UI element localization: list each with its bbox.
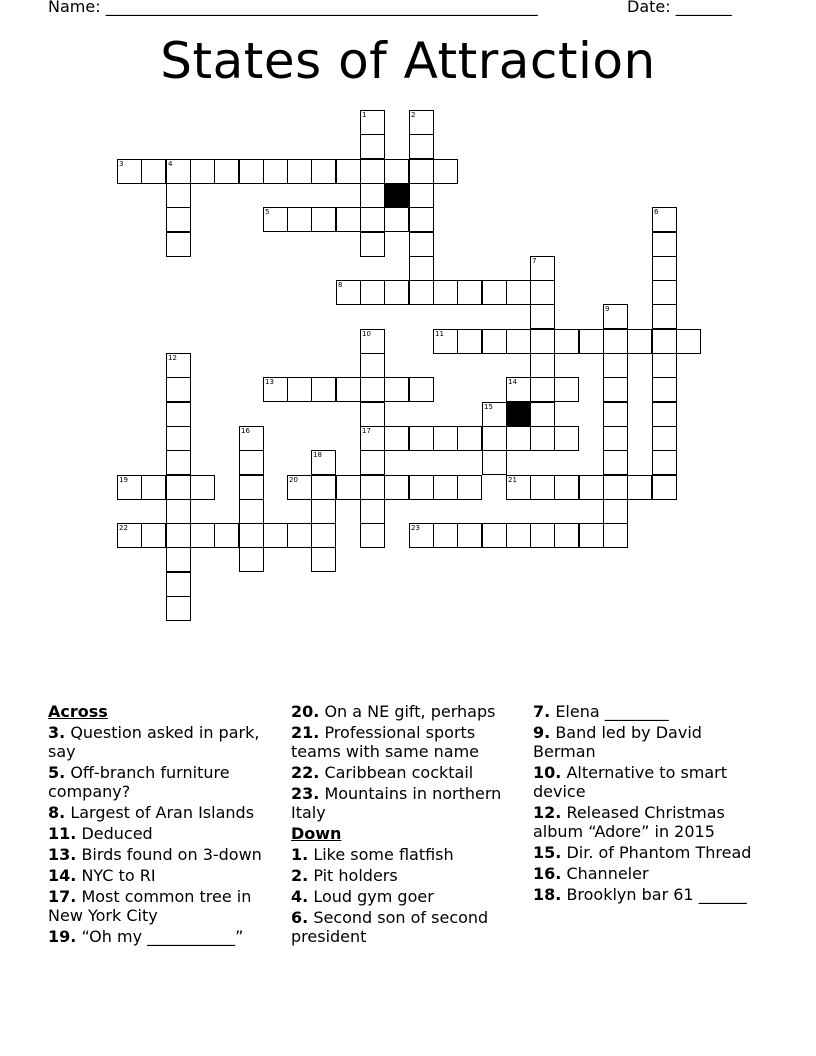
grid-cell[interactable] [506,523,531,548]
grid-cell[interactable] [433,523,458,548]
grid-cell[interactable] [603,499,628,524]
grid-cell[interactable] [239,159,264,184]
grid-cell[interactable] [652,402,677,427]
grid-cell[interactable] [336,207,361,232]
clue-across-20: 20. On a NE gift, perhaps [291,702,496,721]
clue-number: 18 [313,451,322,459]
grid-cell[interactable] [409,159,434,184]
clue-across-22: 22. Caribbean cocktail [291,763,474,782]
black-cell [506,402,531,427]
grid-cell[interactable] [409,475,434,500]
clue-down-4: 4. Loud gym goer [291,887,434,906]
grid-cell[interactable] [433,329,458,354]
grid-cell[interactable] [506,329,531,354]
grid-cell[interactable] [603,475,628,500]
clue-number: 7 [532,257,537,265]
clue-number: 13 [265,378,274,386]
grid-cell[interactable] [166,450,191,475]
grid-cell[interactable] [652,426,677,451]
grid-cell[interactable] [141,475,166,500]
grid-cell[interactable] [360,329,385,354]
grid-cell[interactable] [384,280,409,305]
clue-across-5: 5. Off-branch furniture company? [48,763,230,801]
grid-cell[interactable] [287,159,312,184]
grid-cell[interactable] [530,475,555,500]
grid-cell[interactable] [457,280,482,305]
grid-cell[interactable] [457,426,482,451]
grid-cell[interactable] [360,523,385,548]
grid-cell[interactable] [603,402,628,427]
grid-cell[interactable] [384,207,409,232]
grid-cell[interactable] [214,523,239,548]
grid-cell[interactable] [603,450,628,475]
grid-cell[interactable] [652,377,677,402]
clue-down-6: 6. Second son of second president [291,908,489,946]
grid-cell[interactable] [627,329,652,354]
grid-cell[interactable] [239,499,264,524]
grid-cell[interactable] [360,426,385,451]
grid-cell[interactable] [360,450,385,475]
grid-cell[interactable] [482,402,507,427]
clue-across-3: 3. Question asked in park, say [48,723,260,761]
grid-cell[interactable] [360,499,385,524]
grid-cell[interactable] [311,499,336,524]
clue-number: 15 [484,403,493,411]
clues-column-3 [533,702,763,906]
grid-cell[interactable] [141,523,166,548]
grid-cell[interactable] [652,232,677,257]
grid-cell[interactable] [263,159,288,184]
clue-across-19: 19. “Oh my ___________” [48,927,244,946]
grid-cell[interactable] [652,280,677,305]
grid-cell[interactable] [360,134,385,159]
grid-cell[interactable] [652,207,677,232]
clue-number: 2 [411,111,416,119]
grid-cell[interactable] [311,475,336,500]
grid-cell[interactable] [482,523,507,548]
grid-cell[interactable] [384,426,409,451]
clue-number: 16 [241,427,250,435]
grid-cell[interactable] [311,207,336,232]
grid-cell[interactable] [554,329,579,354]
grid-cell[interactable] [190,475,215,500]
grid-cell[interactable] [239,450,264,475]
grid-cell[interactable] [506,280,531,305]
grid-cell[interactable] [579,523,604,548]
grid-cell[interactable] [530,353,555,378]
grid-cell[interactable] [530,280,555,305]
grid-cell[interactable] [166,426,191,451]
grid-cell[interactable] [409,110,434,135]
grid-cell[interactable] [409,377,434,402]
grid-cell[interactable] [554,523,579,548]
clue-number: 20 [289,476,298,484]
clue-down-12: 12. Released Christmas album “Adore” in 2015 [533,803,725,841]
grid-cell[interactable] [409,183,434,208]
puzzle-title: States of Attraction [160,32,656,90]
grid-cell[interactable] [360,475,385,500]
grid-cell[interactable] [506,475,531,500]
grid-cell[interactable] [166,159,191,184]
grid-cell[interactable] [166,377,191,402]
grid-cell[interactable] [166,353,191,378]
clue-number: 4 [168,160,173,168]
grid-cell[interactable] [652,329,677,354]
grid-cell[interactable] [360,353,385,378]
grid-cell[interactable] [166,207,191,232]
clue-down-7: 7. Elena ________ [533,702,669,721]
grid-cell[interactable] [530,377,555,402]
clue-number: 3 [119,160,124,168]
grid-cell[interactable] [336,159,361,184]
grid-cell[interactable] [166,475,191,500]
clue-down-16: 16. Channeler [533,864,649,883]
grid-cell[interactable] [384,377,409,402]
clue-across-8: 8. Largest of Aran Islands [48,803,255,822]
name-label: Name: [48,0,106,16]
grid-cell[interactable] [676,329,701,354]
grid-cell[interactable] [360,110,385,135]
grid-cell[interactable] [287,377,312,402]
grid-cell[interactable] [482,280,507,305]
clue-down-18: 18. Brooklyn bar 61 ______ [533,885,747,904]
clue-number: 21 [508,476,517,484]
clues-column-2 [291,702,521,948]
grid-cell[interactable] [263,207,288,232]
grid-cell[interactable] [336,475,361,500]
clue-number: 8 [338,281,343,289]
clue-across-17: 17. Most common tree in New York City [48,887,252,925]
clue-number: 17 [362,427,371,435]
grid-cell[interactable] [239,523,264,548]
grid-cell[interactable] [506,426,531,451]
grid-cell[interactable] [166,183,191,208]
grid-cell[interactable] [579,329,604,354]
grid-cell[interactable] [263,377,288,402]
clue-across-23: 23. Mountains in northern Italy [291,784,502,822]
clue-number: 14 [508,378,517,386]
grid-cell[interactable] [506,377,531,402]
black-cell [384,183,409,208]
grid-cell[interactable] [409,207,434,232]
clue-number: 5 [265,208,270,216]
grid-cell[interactable] [311,523,336,548]
grid-cell[interactable] [239,475,264,500]
grid-cell[interactable] [554,426,579,451]
grid-cell[interactable] [141,159,166,184]
grid-cell[interactable] [117,475,142,500]
clue-number: 11 [435,330,444,338]
grid-cell[interactable] [360,280,385,305]
clue-across-21: 21. Professional sports teams with same name [291,723,479,761]
grid-cell[interactable] [652,353,677,378]
grid-cell[interactable] [311,377,336,402]
grid-cell[interactable] [433,280,458,305]
grid-cell[interactable] [263,523,288,548]
grid-cell[interactable] [433,475,458,500]
grid-cell[interactable] [457,523,482,548]
clue-down-1: 1. Like some flatfish [291,845,454,864]
clue-down-9: 9. Band led by David Berman [533,723,702,761]
grid-cell[interactable] [166,572,191,597]
grid-cell[interactable] [409,280,434,305]
clue-number: 19 [119,476,128,484]
grid-cell[interactable] [652,304,677,329]
grid-cell[interactable] [409,134,434,159]
grid-cell[interactable] [336,280,361,305]
grid-cell[interactable] [239,547,264,572]
grid-cell[interactable] [603,353,628,378]
grid-cell[interactable] [166,547,191,572]
clue-number: 6 [654,208,659,216]
grid-cell[interactable] [360,183,385,208]
grid-cell[interactable] [360,402,385,427]
clue-number: 1 [362,111,367,119]
grid-cell[interactable] [530,304,555,329]
grid-cell[interactable] [603,329,628,354]
grid-cell[interactable] [409,426,434,451]
clues-column-1 [48,702,278,948]
clue-number: 22 [119,524,128,532]
clue-number: 12 [168,354,177,362]
clue-number: 9 [605,305,610,313]
grid-cell[interactable] [409,256,434,281]
grid-cell[interactable] [117,523,142,548]
grid-cell[interactable] [652,450,677,475]
grid-cell[interactable] [433,426,458,451]
grid-cell[interactable] [482,329,507,354]
clue-across-11: 11. Deduced [48,824,153,843]
grid-cell[interactable] [166,596,191,621]
grid-cell[interactable] [457,329,482,354]
grid-cell[interactable] [384,159,409,184]
grid-cell[interactable] [579,475,604,500]
grid-cell[interactable] [190,159,215,184]
down-heading: Down [291,824,342,843]
grid-cell[interactable] [287,207,312,232]
grid-cell[interactable] [652,256,677,281]
grid-cell[interactable] [530,402,555,427]
grid-cell[interactable] [311,159,336,184]
grid-cell[interactable] [190,523,215,548]
grid-cell[interactable] [530,426,555,451]
grid-cell[interactable] [360,159,385,184]
grid-cell[interactable] [166,499,191,524]
grid-cell[interactable] [239,426,264,451]
clue-down-15: 15. Dir. of Phantom Thread [533,843,752,862]
date-line: _______ [675,0,732,16]
grid-cell[interactable] [627,475,652,500]
grid-cell[interactable] [603,304,628,329]
grid-cell[interactable] [457,475,482,500]
name-line: ______________________________________________________ [105,0,538,16]
clue-down-10: 10. Alternative to smart device [533,763,728,801]
grid-cell[interactable] [603,523,628,548]
grid-cell[interactable] [166,232,191,257]
grid-cell[interactable] [530,329,555,354]
grid-cell[interactable] [166,523,191,548]
grid-cell[interactable] [530,256,555,281]
grid-cell[interactable] [360,207,385,232]
clue-number: 23 [411,524,420,532]
grid-cell[interactable] [311,450,336,475]
grid-cell[interactable] [554,377,579,402]
grid-cell[interactable] [287,523,312,548]
grid-cell[interactable] [482,450,507,475]
grid-cell[interactable] [409,523,434,548]
grid-cell[interactable] [336,377,361,402]
across-heading: Across [48,702,108,721]
grid-cell[interactable] [360,377,385,402]
grid-cell[interactable] [530,523,555,548]
clue-down-2: 2. Pit holders [291,866,398,885]
grid-cell[interactable] [166,402,191,427]
grid-cell[interactable] [433,159,458,184]
grid-cell[interactable] [360,232,385,257]
grid-cell[interactable] [652,475,677,500]
clue-number: 10 [362,330,371,338]
grid-cell[interactable] [409,232,434,257]
grid-cell[interactable] [384,475,409,500]
grid-cell[interactable] [603,426,628,451]
clue-across-14: 14. NYC to RI [48,866,156,885]
date-label: Date: [627,0,676,16]
grid-cell[interactable] [287,475,312,500]
grid-cell[interactable] [554,475,579,500]
grid-cell[interactable] [311,547,336,572]
grid-cell[interactable] [117,159,142,184]
clue-across-13: 13. Birds found on 3-down [48,845,262,864]
grid-cell[interactable] [603,377,628,402]
grid-cell[interactable] [214,159,239,184]
grid-cell[interactable] [482,426,507,451]
